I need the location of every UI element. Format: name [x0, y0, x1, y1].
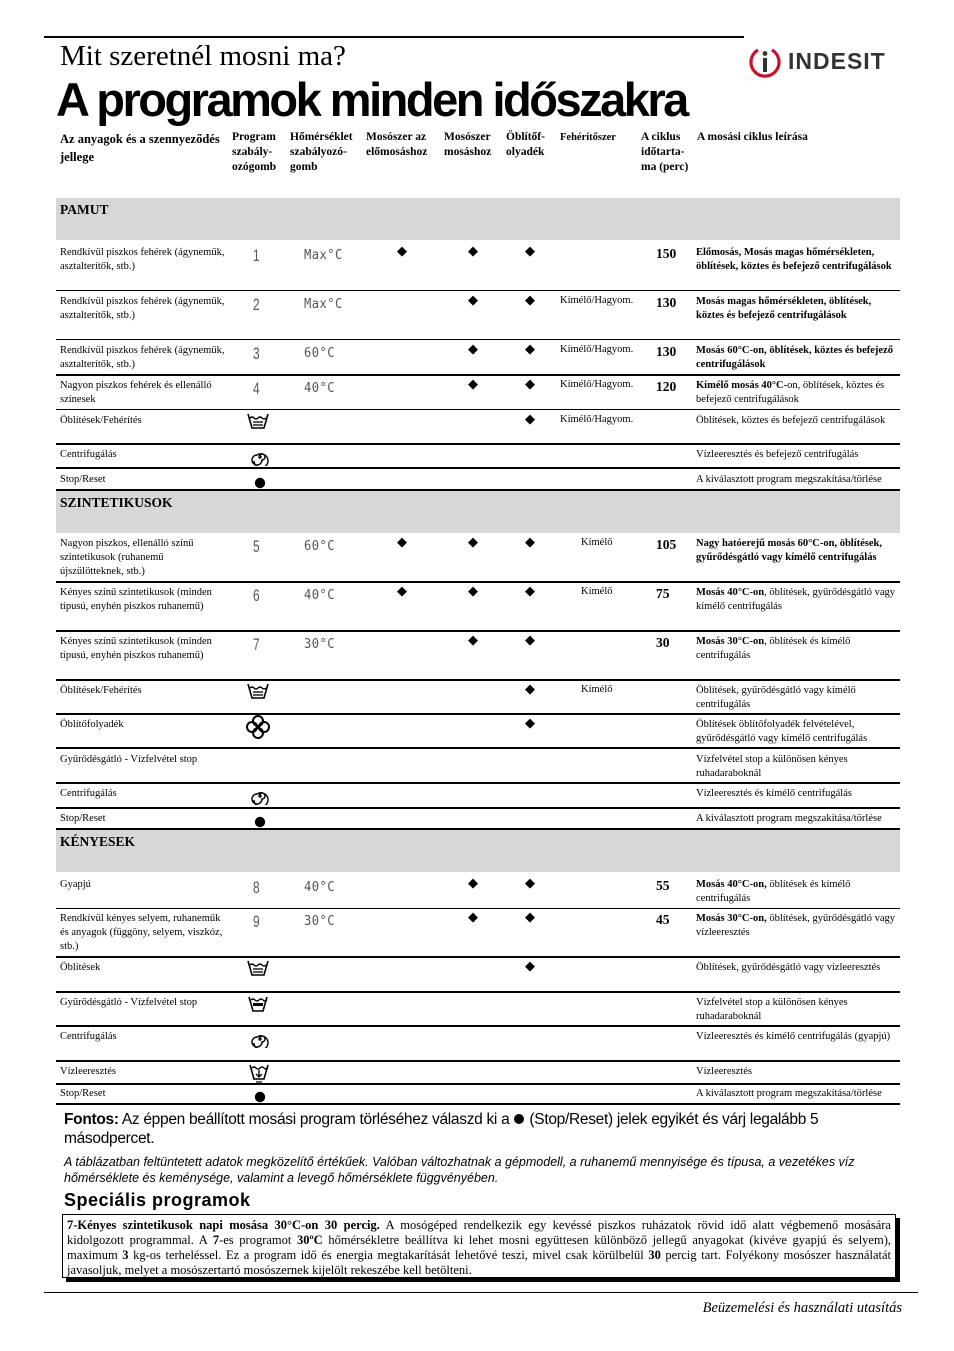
- row-fabric-label: Öblítések: [60, 962, 101, 973]
- row-description-text: Vízfelvétel stop a különösen kényes ruhadaraboknál: [696, 754, 848, 779]
- row-description: [696, 753, 900, 781]
- row-temperature: 40°C: [304, 380, 336, 396]
- row-duration: 120: [656, 379, 677, 394]
- row-description-text: Öblítések, gyűrődésgátló vagy kímélő centrifugálás: [696, 685, 856, 710]
- top-rule: [44, 36, 744, 38]
- softener-diamond-icon: ◆: [525, 876, 535, 891]
- row-bleach-option: Kímélő: [581, 537, 613, 548]
- row-duration: 150: [656, 246, 677, 261]
- row-description: [696, 344, 900, 372]
- row-divider: [56, 581, 900, 583]
- page-title: A programok minden időszakra: [56, 73, 687, 126]
- important-note: [64, 1110, 904, 1148]
- col-description-header: A mosási ciklus leírása: [697, 131, 808, 143]
- col-softener-header: Öblítőf-olyadék: [506, 131, 545, 158]
- stop-reset-dot-icon: [513, 1113, 525, 1125]
- row-fabric-label: Nagyon piszkos, ellenálló színű szintetikusok (ruhanemű újszülötteknek, stb.): [60, 538, 194, 577]
- disclaimer-note: A táblázatban feltüntetett adatok megközelítő értékűek. Valóban változhatnak a gépmodell, a ruhanemű mennyisége és típusa, a vezetékes víz hőmérséklete és keménysége, valamint a levegő hőmérséklete függvényében.: [64, 1155, 855, 1185]
- prewash-diamond-icon: ◆: [397, 244, 407, 259]
- drain-icon: [248, 1063, 270, 1088]
- row-fabric-label: Centrifugálás: [60, 788, 117, 799]
- row-description-bold: Mosás 60°C-on, öblítések, köztes és befejező centrifugálások: [696, 345, 893, 370]
- row-divider: [56, 409, 900, 410]
- row-description-bold: Előmosás, Mosás magas hőmérsékleten, öblítések, köztes és befejező centrifugálások: [696, 247, 892, 272]
- section-title-cotton: PAMUT: [60, 202, 109, 217]
- row-description: [696, 448, 900, 462]
- row-description-bold: Kímélő mosás 40°C: [696, 380, 784, 391]
- row-description-bold: Mosás 40°C-on: [696, 587, 765, 598]
- row-divider: [56, 1083, 900, 1085]
- row-fabric-label: Rendkívül piszkos fehérek (ágyneműk, asztalterítők, stb.): [60, 247, 225, 272]
- row-description: [696, 961, 900, 975]
- row-duration: 130: [656, 295, 677, 310]
- row-divider: [56, 807, 900, 809]
- softener-diamond-icon: ◆: [525, 682, 535, 697]
- row-description-text: A kiválasztott program megszakítása/törlése: [696, 474, 882, 485]
- row-description: [696, 537, 900, 565]
- row-description: [696, 684, 900, 712]
- special-programs-title: Speciális programok: [64, 1190, 251, 1210]
- row-description-bold: Nagy hatóerejű mosás 60°C-on, öblítések, gyűrődésgátló vagy kímélő centrifugálás: [696, 538, 883, 563]
- row-divider: [56, 339, 900, 340]
- row-fabric-label: Stop/Reset: [60, 474, 106, 485]
- row-divider: [56, 828, 900, 830]
- special-max-load: 3: [122, 1248, 129, 1262]
- row-fabric-label: Kényes színű szintetikusok (minden típusú, enyhén piszkos ruhanemű): [60, 636, 212, 661]
- wash-diamond-icon: ◆: [468, 244, 478, 259]
- row-description: [696, 878, 900, 906]
- page-subtitle: Mit szeretnél mosni ma?: [60, 40, 346, 72]
- row-bleach-option: Kímélő/Hagyom.: [560, 379, 634, 390]
- special-minutes: 30: [648, 1248, 661, 1262]
- row-description: [696, 1087, 900, 1101]
- row-description-text: A kiválasztott program megszakítása/törlése: [696, 813, 882, 824]
- section-title-delicate: KÉNYESEK: [60, 834, 136, 849]
- softener-diamond-icon: ◆: [525, 633, 535, 648]
- row-divider: [56, 290, 900, 291]
- row-fabric-label: Centrifugálás: [60, 449, 117, 460]
- row-description-bold: Mosás 40°C-on,: [696, 879, 767, 890]
- row-bleach-option: Kímélő: [581, 684, 613, 695]
- row-temperature: Max°C: [304, 296, 343, 312]
- row-description-text: Vízfelvétel stop a különösen kényes ruhadaraboknál: [696, 997, 848, 1022]
- row-description-text: öblítések, gyűrődésgátló vagy vízleeresztés: [696, 913, 896, 938]
- row-temperature: 40°C: [304, 587, 336, 603]
- row-divider: [56, 1103, 900, 1105]
- row-description: [696, 912, 900, 940]
- brand-name: INDESIT: [788, 48, 886, 74]
- row-description: [696, 473, 900, 487]
- row-description-text: Öblítések, köztes és befejező centrifugálások: [696, 415, 886, 426]
- row-fabric-label: Öblítések/Fehérítés: [60, 685, 142, 696]
- special-programs-box: [62, 1214, 896, 1278]
- row-description: [696, 812, 900, 826]
- row-description: [696, 295, 900, 323]
- softener-diamond-icon: ◆: [525, 535, 535, 550]
- softener-diamond-icon: ◆: [525, 293, 535, 308]
- row-divider: [56, 467, 900, 469]
- row-description: [696, 414, 900, 428]
- anti-wrinkle-icon: [247, 995, 269, 1018]
- row-divider: [56, 630, 900, 632]
- softener-flower-icon: [245, 714, 271, 745]
- row-fabric-label: Vízleeresztés: [60, 1066, 116, 1077]
- col-program-header: Program szabály-ozógomb: [232, 131, 277, 173]
- row-fabric-label: Öblítőfolyadék: [60, 719, 124, 730]
- row-temperature: Max°C: [304, 247, 343, 263]
- stop-reset-icon: [254, 476, 266, 494]
- row-program-number: 3: [253, 344, 260, 363]
- row-temperature: 30°C: [304, 913, 336, 929]
- row-duration: 130: [656, 344, 677, 359]
- row-divider: [56, 1025, 900, 1027]
- row-duration: 30: [656, 635, 670, 650]
- footer-caption: Beüzemelési és használati utasítás: [702, 1300, 902, 1316]
- special-text-c: hőmérsékletre beállítva ki lehet mosni együttesen különböző jellegű anyagokat (kivéve gyapjú és selyem), maximum: [67, 1233, 891, 1262]
- softener-diamond-icon: ◆: [525, 716, 535, 731]
- row-description-text: Vízleeresztés és befejező centrifugálás: [696, 449, 859, 460]
- row-description-text: Öblítések öblítőfolyadék felvételével, gyűrődésgátló vagy kímélő centrifugálás: [696, 719, 868, 744]
- rinse-tub-icon: [246, 959, 270, 982]
- row-fabric-label: Gyűrődésgátló - Vízfelvétel stop: [60, 997, 198, 1008]
- row-description: [696, 996, 900, 1024]
- row-fabric-label: Stop/Reset: [60, 1088, 106, 1099]
- row-description: [696, 635, 900, 663]
- row-duration: 75: [656, 586, 670, 601]
- row-description: [696, 1065, 900, 1079]
- row-program-number: 8: [253, 878, 260, 897]
- row-bleach-option: Kímélő/Hagyom.: [560, 295, 634, 306]
- prewash-diamond-icon: ◆: [397, 584, 407, 599]
- stop-reset-icon: [254, 815, 266, 833]
- row-description-text: , öblítések, gyűrődésgátló vagy kímélő centrifugálás: [696, 587, 896, 612]
- row-description: [696, 787, 900, 801]
- wash-diamond-icon: ◆: [468, 584, 478, 599]
- row-divider: [56, 489, 900, 491]
- spin-icon: [251, 787, 269, 810]
- special-text-a: A mosógéped rendelkezik egy kevéssé piszkos ruházatok rövid idő alatt végbemenő mosására kidolgozott programmal. A: [67, 1218, 891, 1247]
- row-divider: [56, 956, 900, 958]
- row-fabric-label: Rendkívül piszkos fehérek (ágyneműk, asztalterítők, stb.): [60, 296, 225, 321]
- rinse-tub-icon: [246, 682, 270, 705]
- brand-logo: [748, 44, 904, 80]
- row-description-text: -on, öblítések, köztes és befejező centrifugálások: [696, 380, 885, 405]
- col-prewash-header: Mosószer az előmosáshoz: [366, 131, 428, 158]
- row-description-text: Öblítések, gyűrődésgátló vagy vízleeresztés: [696, 962, 881, 973]
- row-duration: 105: [656, 537, 677, 552]
- row-bleach-option: Kímélő/Hagyom.: [560, 344, 634, 355]
- col-temp-header: Hőmérséklet szabályozó-gomb: [290, 131, 353, 173]
- wash-diamond-icon: ◆: [468, 910, 478, 925]
- row-program-number: 2: [253, 295, 260, 314]
- section-band-delicate: [56, 830, 900, 872]
- wash-diamond-icon: ◆: [468, 342, 478, 357]
- row-description-text: Vízleeresztés: [696, 1066, 752, 1077]
- row-program-number: 9: [253, 912, 260, 931]
- special-text-e: percig tart. Folyékony mosószer használatát javasoljuk, melyet a mosószertartó mosószernek kijelölt rekeszébe kell betölteni.: [67, 1248, 891, 1277]
- row-description-text: , öblítések és kímélő centrifugálás: [696, 636, 851, 661]
- row-duration: 55: [656, 878, 670, 893]
- row-bleach-option: Kímélő: [581, 586, 613, 597]
- special-text-d: kg-os terheléssel. Ez a program idő és energia megtakarítását lehetővé teszi, mivel csak körülbelül: [128, 1248, 649, 1262]
- row-divider: [56, 991, 900, 993]
- row-description-text: öblítések és kímélő centrifugálás: [696, 879, 851, 904]
- row-description-text: Vízleeresztés és kímélő centrifugálás: [696, 788, 852, 799]
- special-lead: 7-Kényes szintetikusok napi mosása 30°C-on 30 percig.: [67, 1218, 380, 1232]
- row-description: [696, 1030, 900, 1044]
- softener-diamond-icon: ◆: [525, 244, 535, 259]
- row-divider: [56, 374, 900, 376]
- row-temperature: 30°C: [304, 636, 336, 652]
- softener-diamond-icon: ◆: [525, 959, 535, 974]
- row-temperature: 40°C: [304, 879, 336, 895]
- row-description: [696, 586, 900, 614]
- col-fabric-header: Az anyagok és a szennyeződés jellege: [60, 132, 220, 164]
- row-description-text: Vízleeresztés és kímélő centrifugálás (gyapjú): [696, 1031, 891, 1042]
- section-band-synthetic: [56, 491, 900, 533]
- row-fabric-label: Gyapjú: [60, 879, 91, 890]
- row-divider: [56, 908, 900, 909]
- section-band-cotton: [56, 198, 900, 240]
- wash-diamond-icon: ◆: [468, 876, 478, 891]
- row-bleach-option: Kímélő/Hagyom.: [560, 414, 634, 425]
- row-description-bold: Mosás 30°C-on,: [696, 913, 767, 924]
- row-fabric-label: Rendkívül kényes selyem, ruhaneműk és anyagok (függöny, selyem, viszkóz, stb.): [60, 913, 223, 952]
- row-divider: [56, 713, 900, 715]
- important-text-a: Az éppen beállított mosási program törléséhez válaszd ki a: [118, 1111, 514, 1128]
- row-temperature: 60°C: [304, 538, 336, 554]
- row-description: [696, 379, 900, 407]
- row-divider: [56, 679, 900, 681]
- wash-diamond-icon: ◆: [468, 535, 478, 550]
- special-text-b: -es programot: [219, 1233, 298, 1247]
- col-wash-header: Mosószer mosáshoz: [444, 131, 492, 158]
- row-divider: [56, 443, 900, 445]
- section-title-synthetic: SZINTETIKUSOK: [60, 495, 173, 510]
- prewash-diamond-icon: ◆: [397, 535, 407, 550]
- row-description-bold: Mosás 30°C-on: [696, 636, 765, 647]
- row-fabric-label: Centrifugálás: [60, 1031, 117, 1042]
- row-program-number: 5: [253, 537, 260, 556]
- softener-diamond-icon: ◆: [525, 377, 535, 392]
- row-fabric-label: Nagyon piszkos fehérek és ellenálló színesek: [60, 380, 212, 405]
- row-program-number: 1: [253, 246, 260, 265]
- row-program-number: 6: [253, 586, 260, 605]
- important-label: Fontos:: [64, 1111, 119, 1128]
- special-program-number: 7: [212, 1233, 220, 1247]
- row-duration: 45: [656, 912, 670, 927]
- row-program-number: 4: [253, 379, 260, 398]
- row-fabric-label: Rendkívül piszkos fehérek (ágyneműk, asztalterítők, stb.): [60, 345, 225, 370]
- softener-diamond-icon: ◆: [525, 910, 535, 925]
- row-description: [696, 718, 900, 746]
- brand-mark-icon: [748, 45, 782, 79]
- row-description: [696, 246, 900, 274]
- softener-diamond-icon: ◆: [525, 584, 535, 599]
- spin-icon: [251, 1030, 269, 1053]
- row-description-text: A kiválasztott program megszakítása/törlése: [696, 1088, 882, 1099]
- row-description-bold: Mosás magas hőmérsékleten, öblítések, köztes és befejező centrifugálások: [696, 296, 872, 321]
- row-divider: [56, 747, 900, 749]
- row-fabric-label: Gyűrődésgátló - Vízfelvétel stop: [60, 754, 198, 765]
- wash-diamond-icon: ◆: [468, 377, 478, 392]
- row-divider: [56, 1060, 900, 1062]
- row-program-number: 7: [253, 635, 260, 654]
- col-bleach-header: Fehérítőszer: [560, 132, 616, 143]
- row-fabric-label: Öblítések/Fehérítés: [60, 415, 142, 426]
- special-temperature: 30ºC: [297, 1233, 323, 1247]
- col-duration-header: A ciklus időtarta-ma (perc): [641, 131, 689, 173]
- softener-diamond-icon: ◆: [525, 342, 535, 357]
- rinse-tub-icon: [246, 412, 270, 435]
- bottom-rule: [44, 1292, 918, 1293]
- softener-diamond-icon: ◆: [525, 412, 535, 427]
- important-text-b: (Stop/Reset) jelek egyikét és várj legalább 5 másodpercet.: [64, 1111, 819, 1147]
- stop-reset-icon: [254, 1090, 266, 1108]
- row-fabric-label: Kényes színű szintetikusok (minden típusú, enyhén piszkos ruhanemű): [60, 587, 212, 612]
- row-divider: [56, 782, 900, 784]
- row-temperature: 60°C: [304, 345, 336, 361]
- row-fabric-label: Stop/Reset: [60, 813, 106, 824]
- wash-diamond-icon: ◆: [468, 633, 478, 648]
- wash-diamond-icon: ◆: [468, 293, 478, 308]
- spin-icon: [251, 448, 269, 471]
